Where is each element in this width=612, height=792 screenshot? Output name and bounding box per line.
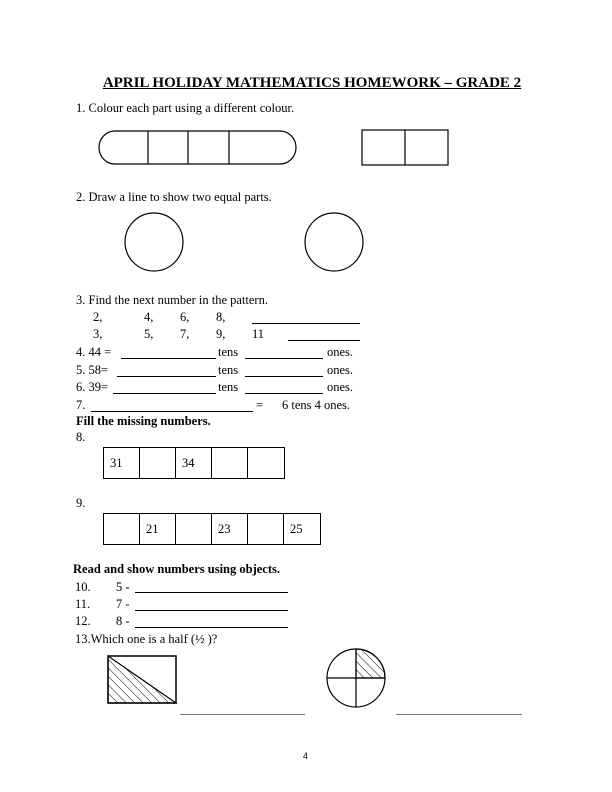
number-cell: 23 — [212, 514, 248, 544]
q8-number-boxes — [103, 447, 285, 479]
q11-value: 7 - — [116, 597, 130, 611]
question-13: 13.Which one is a half (½ )? — [75, 632, 218, 646]
number-cell: 21 — [140, 514, 176, 544]
question-3: 3. Find the next number in the pattern. — [76, 293, 268, 307]
pattern-2-item: 3, — [93, 327, 103, 341]
pattern-1-item: 6, — [180, 310, 190, 324]
question-7-label: 7. — [76, 398, 86, 412]
pattern-1-item: 8, — [216, 310, 226, 324]
q6-tens-line[interactable] — [113, 393, 216, 394]
pattern-2-item: 5, — [144, 327, 154, 341]
question-9-label: 9. — [76, 496, 86, 510]
q10-number: 10. — [75, 580, 91, 594]
q4-tens: tens — [218, 345, 239, 359]
number-cell: 25 — [290, 522, 303, 536]
number-cell-blank[interactable] — [212, 448, 248, 478]
pattern-1-item: 4, — [144, 310, 154, 324]
q12-value: 8 - — [116, 614, 130, 628]
q4-tens-line[interactable] — [121, 358, 216, 359]
q7-rhs: 6 tens 4 ones. — [282, 398, 351, 412]
q6-ones-line[interactable] — [245, 393, 323, 394]
q5-tens-line[interactable] — [117, 376, 216, 377]
pattern-2-answer-line[interactable] — [288, 340, 360, 341]
number-cell-blank[interactable] — [104, 514, 140, 544]
pattern-1-item: 2, — [93, 310, 103, 324]
rectangle-two-parts — [362, 130, 448, 165]
number-cell: 34 — [176, 448, 212, 478]
q12-answer-line[interactable] — [135, 627, 288, 628]
pattern-2-item: 11 — [252, 327, 265, 341]
q13-answer-line-right[interactable] — [396, 714, 522, 715]
q4-ones-line[interactable] — [245, 358, 323, 359]
question-8-label: 8. — [76, 430, 86, 444]
number-cell-blank[interactable] — [176, 514, 212, 544]
page-title: APRIL HOLIDAY MATHEMATICS HOMEWORK – GRADE 2 — [102, 75, 522, 91]
page-number: 4 — [303, 751, 309, 761]
hatched-rectangle-figure — [108, 656, 176, 703]
q9-number-boxes — [103, 513, 321, 545]
number-cell: 31 — [104, 448, 140, 478]
fill-missing-heading: Fill the missing numbers. — [76, 414, 211, 428]
question-1: 1. Colour each part using a different colour. — [76, 101, 295, 115]
q12-number: 12. — [75, 614, 91, 628]
q7-answer-line[interactable] — [91, 411, 253, 412]
q10-value: 5 - — [116, 580, 130, 594]
q7-equals: = — [256, 398, 264, 412]
pill-shape-four-parts — [99, 131, 296, 164]
question-5-label: 5. 58= — [76, 363, 109, 377]
number-cell-blank[interactable] — [140, 448, 176, 478]
q4-ones: ones. — [327, 345, 354, 359]
q5-tens: tens — [218, 363, 239, 377]
quartered-circle-figure — [327, 649, 385, 707]
circle-right — [305, 213, 363, 271]
question-4-label: 4. 44 = — [76, 345, 112, 359]
q5-ones-line[interactable] — [245, 376, 323, 377]
number-cell-blank[interactable] — [248, 514, 284, 544]
read-show-heading: Read and show numbers using objects. — [73, 562, 280, 576]
q6-ones: ones. — [327, 380, 354, 394]
question-2: 2. Draw a line to show two equal parts. — [76, 190, 272, 204]
circle-left — [125, 213, 183, 271]
q11-answer-line[interactable] — [135, 610, 288, 611]
q11-number: 11. — [75, 597, 91, 611]
pattern-2-item: 7, — [180, 327, 190, 341]
number-cell-blank[interactable] — [248, 448, 284, 478]
q10-answer-line[interactable] — [135, 592, 288, 593]
q6-tens: tens — [218, 380, 239, 394]
pattern-1-answer-line[interactable] — [252, 323, 360, 324]
q13-answer-line-left[interactable] — [180, 714, 305, 715]
pattern-2-item: 9, — [216, 327, 226, 341]
q5-ones: ones. — [327, 363, 354, 377]
question-6-label: 6. 39= — [76, 380, 109, 394]
